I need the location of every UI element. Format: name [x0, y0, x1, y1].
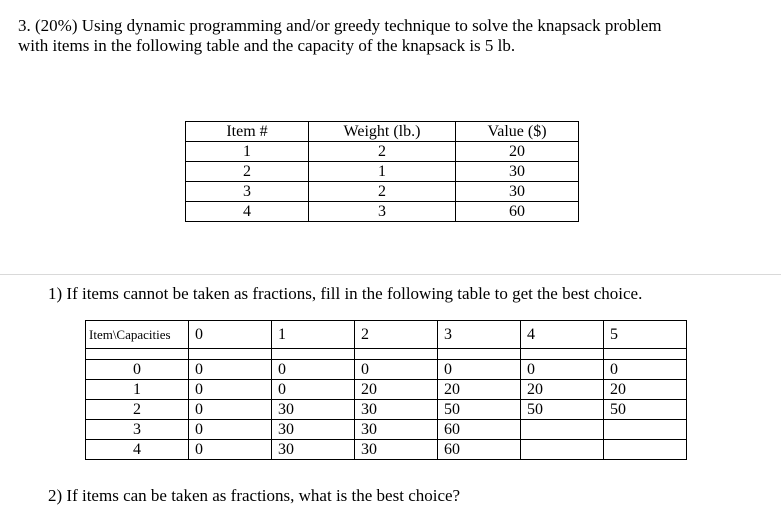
capacity-header: 3: [438, 321, 521, 349]
capacity-header: 0: [189, 321, 272, 349]
items-header-row: [186, 122, 579, 142]
dp-cell-empty[interactable]: [604, 420, 687, 440]
dp-cell: 0: [604, 360, 687, 380]
dp-cell: 30: [355, 400, 438, 420]
spacer-row: [86, 349, 687, 360]
table-row: [86, 440, 687, 460]
dp-cell: 0: [521, 360, 604, 380]
item-number: 1: [186, 142, 309, 162]
item-value: 30: [456, 162, 579, 182]
dp-cell: 30: [272, 400, 355, 420]
table-row: [86, 420, 687, 440]
dp-cell: 20: [355, 380, 438, 400]
question-1: 1) If items cannot be taken as fractions, fill in the following table to get the best choice.: [48, 284, 643, 303]
dp-header-row: [86, 321, 687, 349]
dp-cell: 0: [189, 400, 272, 420]
dp-cell: 60: [438, 440, 521, 460]
table-row: [186, 142, 579, 162]
item-value: 20: [456, 142, 579, 162]
problem-line-1: 3. (20%) Using dynamic programming and/or greedy technique to solve the knapsack problem: [18, 16, 662, 35]
dp-cell: 0: [189, 380, 272, 400]
dp-row-item: 2: [86, 400, 189, 420]
item-value: 60: [456, 202, 579, 222]
dp-cell: 0: [189, 360, 272, 380]
dp-row-item: 0: [86, 360, 189, 380]
items-header-value: Value ($): [456, 122, 579, 142]
dp-row-item: 1: [86, 380, 189, 400]
dp-cell-empty[interactable]: [521, 420, 604, 440]
dp-cell: 0: [438, 360, 521, 380]
items-table: [185, 121, 579, 222]
table-row: [186, 182, 579, 202]
item-weight: 3: [309, 202, 456, 222]
capacity-header: 4: [521, 321, 604, 349]
item-weight: 2: [309, 182, 456, 202]
dp-cell: 0: [189, 440, 272, 460]
table-row: [86, 380, 687, 400]
dp-cell-empty[interactable]: [521, 440, 604, 460]
dp-cell: 20: [438, 380, 521, 400]
dp-table: [85, 320, 687, 460]
capacity-header: 2: [355, 321, 438, 349]
dp-row-item: 4: [86, 440, 189, 460]
section-divider: [0, 274, 781, 275]
problem-statement: [18, 16, 758, 56]
problem-line-2: with items in the following table and the capacity of the knapsack is 5 lb.: [18, 36, 516, 55]
table-row: [186, 202, 579, 222]
table-row: [186, 162, 579, 182]
dp-cell: 20: [604, 380, 687, 400]
table-row: [86, 360, 687, 380]
dp-cell: 50: [438, 400, 521, 420]
question-2: 2) If items can be taken as fractions, what is the best choice?: [48, 486, 461, 505]
dp-cell: 30: [355, 440, 438, 460]
dp-cell: 30: [355, 420, 438, 440]
items-header-item: Item #: [186, 122, 309, 142]
item-weight: 1: [309, 162, 456, 182]
item-number: 4: [186, 202, 309, 222]
dp-cell: 20: [521, 380, 604, 400]
item-number: 3: [186, 182, 309, 202]
item-value: 30: [456, 182, 579, 202]
dp-cell: 50: [521, 400, 604, 420]
dp-cell: 60: [438, 420, 521, 440]
dp-cell: 0: [272, 360, 355, 380]
dp-corner-label: Item\Capacities: [86, 321, 189, 349]
item-weight: 2: [309, 142, 456, 162]
dp-cell: 0: [189, 420, 272, 440]
dp-cell: 30: [272, 440, 355, 460]
dp-cell: 50: [604, 400, 687, 420]
dp-cell: 0: [355, 360, 438, 380]
capacity-header: 5: [604, 321, 687, 349]
dp-cell: 0: [272, 380, 355, 400]
dp-cell-empty[interactable]: [604, 440, 687, 460]
item-number: 2: [186, 162, 309, 182]
items-header-weight: Weight (lb.): [309, 122, 456, 142]
dp-cell: 30: [272, 420, 355, 440]
capacity-header: 1: [272, 321, 355, 349]
table-row: [86, 400, 687, 420]
dp-row-item: 3: [86, 420, 189, 440]
